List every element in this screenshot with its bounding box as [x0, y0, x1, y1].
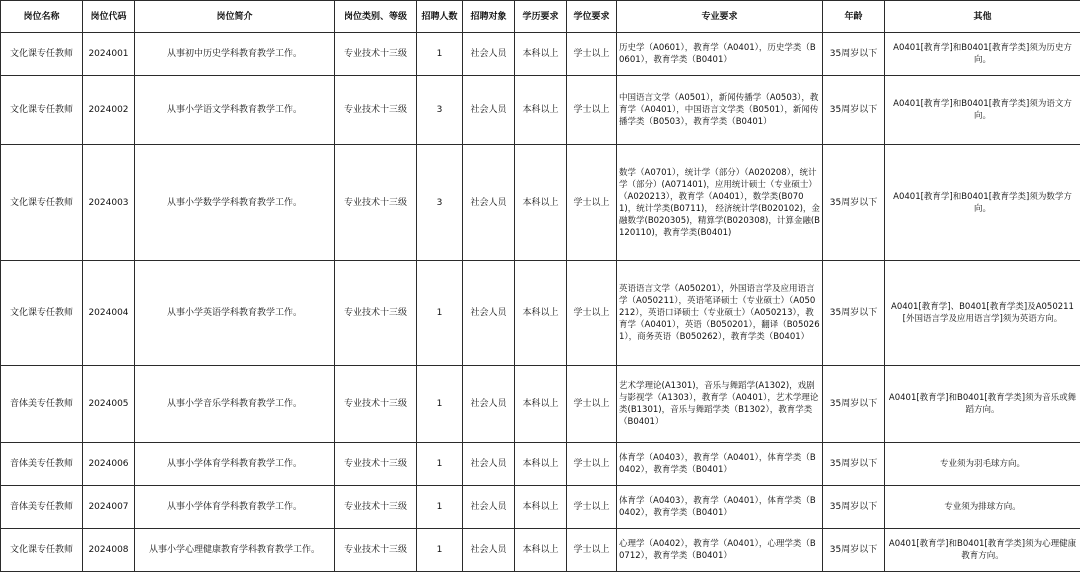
other-cell: A0401[教育学]和B0401[教育学类]须为数学方向。 — [885, 145, 1080, 261]
major-cell: 中国语言文学（A0501），新闻传播学（A0503），教育学（A0401），中国语言文学类（B0501），新闻传播学类（B0503），教育学类（B0401） — [617, 76, 823, 145]
category-cell: 专业技术十三级 — [335, 261, 417, 366]
degree-cell: 学士以上 — [567, 443, 617, 486]
count-cell: 1 — [417, 33, 463, 76]
age-cell: 35周岁以下 — [823, 76, 885, 145]
position-code-cell: 2024006 — [83, 443, 135, 486]
header-cell: 学历要求 — [515, 1, 567, 33]
count-cell: 1 — [417, 443, 463, 486]
target-cell: 社会人员 — [463, 76, 515, 145]
major-cell: 历史学（A0601），教育学（A0401），历史学类（B0601），教育学类（B0401） — [617, 33, 823, 76]
age-cell: 35周岁以下 — [823, 366, 885, 443]
target-cell: 社会人员 — [463, 261, 515, 366]
major-cell: 体育学（A0403），教育学（A0401），体育学类（B0402），教育学类（B0401） — [617, 443, 823, 486]
education-cell: 本科以上 — [515, 366, 567, 443]
table-row — [1, 261, 1080, 366]
education-cell: 本科以上 — [515, 529, 567, 572]
other-cell: 专业须为排球方向。 — [885, 486, 1080, 529]
position-name-cell: 文化课专任教师 — [1, 261, 83, 366]
table-row — [1, 76, 1080, 145]
major-cell: 艺术学理论(A1301)，音乐与舞蹈学(A1302)，戏剧与影视学（A1303），教育学（A0401），艺术学理论类(B1301)，音乐与舞蹈学类（B1302），教育学类（B0401） — [617, 366, 823, 443]
other-cell: A0401[教育学]和B0401[教育学类]须为音乐或舞蹈方向。 — [885, 366, 1080, 443]
target-cell: 社会人员 — [463, 366, 515, 443]
position-intro-cell: 从事初中历史学科教育教学工作。 — [135, 33, 335, 76]
header-cell: 岗位名称 — [1, 1, 83, 33]
degree-cell: 学士以上 — [567, 486, 617, 529]
count-cell: 1 — [417, 261, 463, 366]
position-name-cell: 文化课专任教师 — [1, 33, 83, 76]
header-cell: 岗位代码 — [83, 1, 135, 33]
table-row — [1, 443, 1080, 486]
other-cell: 专业须为羽毛球方向。 — [885, 443, 1080, 486]
education-cell: 本科以上 — [515, 145, 567, 261]
degree-cell: 学士以上 — [567, 33, 617, 76]
age-cell: 35周岁以下 — [823, 529, 885, 572]
degree-cell: 学士以上 — [567, 76, 617, 145]
age-cell: 35周岁以下 — [823, 261, 885, 366]
education-cell: 本科以上 — [515, 76, 567, 145]
count-cell: 3 — [417, 145, 463, 261]
category-cell: 专业技术十三级 — [335, 33, 417, 76]
degree-cell: 学士以上 — [567, 529, 617, 572]
target-cell: 社会人员 — [463, 145, 515, 261]
major-cell: 英语语言文学（A050201），外国语言学及应用语言学（A050211），英语笔译硕士（专业硕士）（A050212），英语口译硕士（专业硕士）（A050213），教育学（A0401），英语（B050201），翻译（B050261），商务英语（B050262），教育学类（B0401） — [617, 261, 823, 366]
position-intro-cell: 从事小学体育学科教育教学工作。 — [135, 443, 335, 486]
education-cell: 本科以上 — [515, 486, 567, 529]
position-name-cell: 文化课专任教师 — [1, 145, 83, 261]
count-cell: 3 — [417, 76, 463, 145]
major-cell: 数学（A0701），统计学（部分）（A020208），统计学（部分）(A071401)，应用统计硕士（专业硕士）（A020213），教育学（A0401），数学类(B0701)，统计学类(B0711)， 经济统计学(B020102)，金融数学(B020305)，精算学(B020308)，计算金融(B120110)，教育学类(B0401) — [617, 145, 823, 261]
position-intro-cell: 从事小学语文学科教育教学工作。 — [135, 76, 335, 145]
major-cell: 体育学（A0403），教育学（A0401），体育学类（B0402），教育学类（B0401） — [617, 486, 823, 529]
position-code-cell: 2024002 — [83, 76, 135, 145]
major-cell: 心理学（A0402），教育学（A0401），心理学类（B0712），教育学类（B0401） — [617, 529, 823, 572]
count-cell: 1 — [417, 366, 463, 443]
other-cell: A0401[教育学]、B0401[教育学类]及A050211[外国语言学及应用语言学]须为英语方向。 — [885, 261, 1080, 366]
age-cell: 35周岁以下 — [823, 33, 885, 76]
degree-cell: 学士以上 — [567, 145, 617, 261]
header-cell: 专业要求 — [617, 1, 823, 33]
header-cell: 学位要求 — [567, 1, 617, 33]
position-code-cell: 2024004 — [83, 261, 135, 366]
position-name-cell: 音体美专任教师 — [1, 366, 83, 443]
header-cell: 岗位简介 — [135, 1, 335, 33]
header-cell: 招聘对象 — [463, 1, 515, 33]
position-intro-cell: 从事小学英语学科教育教学工作。 — [135, 261, 335, 366]
position-intro-cell: 从事小学心理健康教育学科教育教学工作。 — [135, 529, 335, 572]
position-code-cell: 2024007 — [83, 486, 135, 529]
education-cell: 本科以上 — [515, 443, 567, 486]
position-intro-cell: 从事小学数学学科教育教学工作。 — [135, 145, 335, 261]
target-cell: 社会人员 — [463, 443, 515, 486]
category-cell: 专业技术十三级 — [335, 145, 417, 261]
other-cell: A0401[教育学]和B0401[教育学类]须为心理健康教育方向。 — [885, 529, 1080, 572]
header-cell: 其他 — [885, 1, 1080, 33]
position-name-cell: 音体美专任教师 — [1, 443, 83, 486]
age-cell: 35周岁以下 — [823, 443, 885, 486]
age-cell: 35周岁以下 — [823, 486, 885, 529]
header-row — [1, 1, 1080, 33]
position-code-cell: 2024003 — [83, 145, 135, 261]
table-row — [1, 366, 1080, 443]
category-cell: 专业技术十三级 — [335, 486, 417, 529]
header-cell: 招聘人数 — [417, 1, 463, 33]
header-cell: 年龄 — [823, 1, 885, 33]
category-cell: 专业技术十三级 — [335, 443, 417, 486]
target-cell: 社会人员 — [463, 486, 515, 529]
age-cell: 35周岁以下 — [823, 145, 885, 261]
degree-cell: 学士以上 — [567, 366, 617, 443]
position-name-cell: 文化课专任教师 — [1, 529, 83, 572]
count-cell: 1 — [417, 486, 463, 529]
position-code-cell: 2024008 — [83, 529, 135, 572]
table-row — [1, 145, 1080, 261]
table-row — [1, 486, 1080, 529]
table-row — [1, 33, 1080, 76]
education-cell: 本科以上 — [515, 261, 567, 366]
category-cell: 专业技术十三级 — [335, 529, 417, 572]
position-intro-cell: 从事小学体育学科教育教学工作。 — [135, 486, 335, 529]
position-name-cell: 音体美专任教师 — [1, 486, 83, 529]
position-intro-cell: 从事小学音乐学科教育教学工作。 — [135, 366, 335, 443]
table-row — [1, 529, 1080, 572]
other-cell: A0401[教育学]和B0401[教育学类]须为语文方向。 — [885, 76, 1080, 145]
category-cell: 专业技术十三级 — [335, 76, 417, 145]
category-cell: 专业技术十三级 — [335, 366, 417, 443]
header-cell: 岗位类别、等级 — [335, 1, 417, 33]
education-cell: 本科以上 — [515, 33, 567, 76]
target-cell: 社会人员 — [463, 529, 515, 572]
position-name-cell: 文化课专任教师 — [1, 76, 83, 145]
count-cell: 1 — [417, 529, 463, 572]
other-cell: A0401[教育学]和B0401[教育学类]须为历史方向。 — [885, 33, 1080, 76]
degree-cell: 学士以上 — [567, 261, 617, 366]
position-code-cell: 2024005 — [83, 366, 135, 443]
position-code-cell: 2024001 — [83, 33, 135, 76]
target-cell: 社会人员 — [463, 33, 515, 76]
